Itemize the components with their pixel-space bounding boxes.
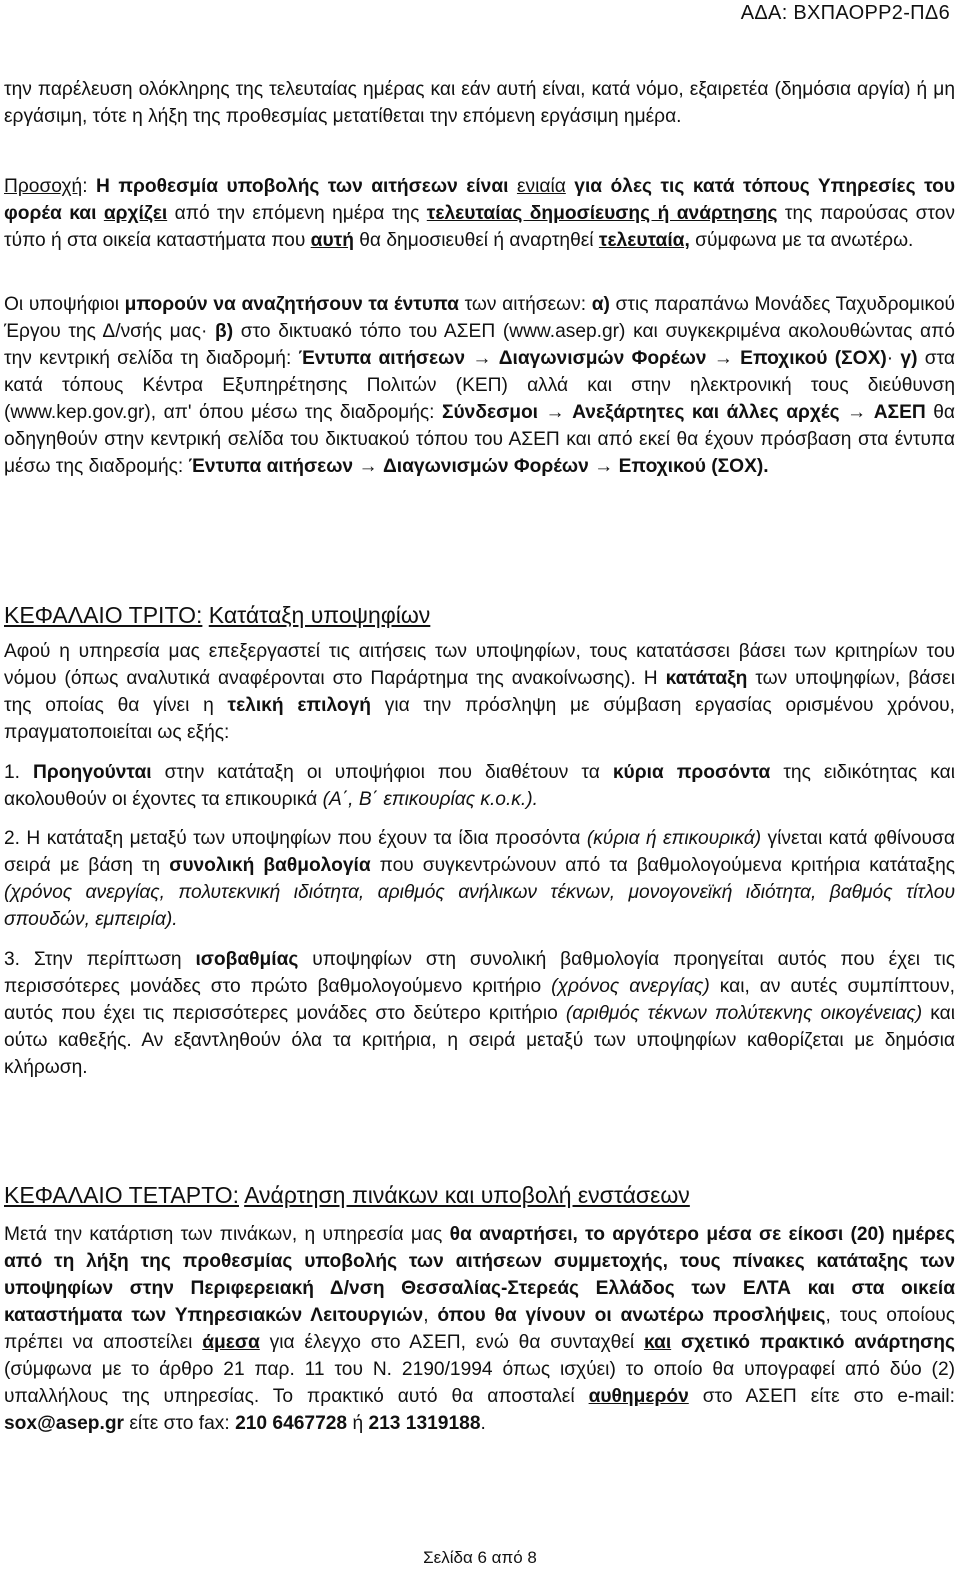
ranking-item-3: 3. Στην περίπτωση ισοβαθμίας υποψηφίων στη συνολική βαθμολογία προηγείται αυτός που έχει τις περισσότερες μονάδες στο πρώτο βαθμολογούμενο κριτήριο (χρόνος ανεργίας) και, αν αυτές συμπίπτουν, αυτός που έχει τις περισσότερες μονάδες στο δεύτερο κριτήριο (αριθμός τέκνων πολύτεκνης οικογένειας) και ούτω καθεξής. Αν εξαντληθούν όλα τα κριτήρια, η σειρά μεταξύ των υποψηφίων καθορίζεται με δημόσια κλήρωση. <box>4 949 955 1078</box>
arrow-right-icon: → <box>358 456 378 477</box>
chapter-three-heading: ΚΕΦΑΛΑΙΟ ΤΡΙΤΟ: Κατάταξη υποψηφίων <box>4 602 431 628</box>
ranking-item-1: 1. Προηγούνται στην κατάταξη οι υποψήφιοι που διαθέτουν τα κύρια προσόντα της ειδικότητας και ακολουθούν οι έχοντες τα επικουρικά (Α΄, Β΄ επικουρίας κ.ο.κ.). <box>4 762 956 810</box>
paragraph-ranking-intro: Αφού η υπηρεσία μας επεξεργαστεί τις αιτήσεις των υποψηφίων, τους κατατάσσει βάσει των κριτηρίων του νόμου (όπως αναλυτικά αναφέρονται στο Παράρτημα της ανακοίνωσης). Η κατάταξη των υποψηφίων, βάσει της οποίας θα γίνει η τελική επιλογή για την πρόσληψη με σύμβαση εργασίας ορισμένου χρόνου, πραγματοποιείται ως εξής: <box>4 641 955 743</box>
asep-email: sox@asep.gr <box>4 1413 125 1434</box>
paragraph-application-forms: Οι υποψήφιοι μπορούν να αναζητήσουν τα έντυπα των αιτήσεων: α) στις παραπάνω Μονάδες Ταχυδρομικού Έργου της Δ/νσής μας· β) στο δικτυακό τόπο του ΑΣΕΠ (www.asep.gr) και συγκεκριμένα ακολουθώντας από την κεντρική σελίδα τη διαδρομή: Έντυπα αιτήσεων → Διαγωνισμών Φορέων → Εποχικού (ΣΟΧ)· γ) στα κατά τόπους Κέντρα Εξυπηρέτησης Πολιτών (ΚΕΠ) αλλά και στην ηλεκτρονική τους διεύθυνση (www.kep.gov.gr), απ' όπου μέσω της διαδρομής: Σύνδεσμοι → Ανεξάρτητες και άλλες αρχές → ΑΣΕΠ θα οδηγηθούν στην κεντρική σελίδα του δικτυακού τόπου του ΑΣΕΠ και από εκεί θα έχουν πρόσβαση στα έντυπα μέσω της διαδρομής: Έντυπα αιτήσεων → Διαγωνισμών Φορέων → Εποχικού (ΣΟΧ). <box>4 294 956 477</box>
paragraph-tables-posting: Μετά την κατάρτιση των πινάκων, η υπηρεσία μας θα αναρτήσει, το αργότερο μέσα σε είκοσι (20) ημέρες από τη λήξη της προθεσμίας υποβολής των αιτήσεων συμμετοχής, τους πίνακες κατάταξης των υποψηφίων στην Περιφερειακή Δ/νση Θεσσαλίας-Στερεάς Ελλάδος των ΕΛΤΑ και στα οικεία καταστήματα των Υπηρεσιακών Λειτουργιών, όπου θα γίνουν οι ανωτέρω προσλήψεις, τους οποίους πρέπει να αποστείλει άμεσα για έλεγχο στο ΑΣΕΠ, ενώ θα συνταχθεί και σχετικό πρακτικό ανάρτησης (σύμφωνα με το άρθρο 21 παρ. 11 του Ν. 2190/1994 όπως ισχύει) το οποίο θα υπογραφεί από δύο (2) υπαλλήλους της υπηρεσίας. Το πρακτικό αυτό θα αποσταλεί αυθημερόν στο ΑΣΕΠ είτε στο e-mail: sox@asep.gr είτε στο fax: 210 6467728 ή 213 1319188. <box>4 1224 955 1434</box>
arrow-right-icon: → <box>545 402 565 423</box>
arrow-right-icon: → <box>472 348 492 369</box>
ranking-item-2: 2. Η κατάταξη μεταξύ των υποψηφίων που έχουν τα ίδια προσόντα (κύρια ή επικουρικά) γίνεται κατά φθίνουσα σειρά με βάση τη συνολική βαθμολογία που συγκεντρώνουν από τα βαθμολογούμενα κριτήρια κατάταξης (χρόνος ανεργίας, πολυτεκνική ιδιότητα, αριθμός ανήλικων τέκνων, μονογονεϊκή ιδιότητα, βαθμός τίτλου σπουδών, εμπειρία). <box>4 828 955 930</box>
paragraph-attention: Προσοχή: Η προθεσμία υποβολής των αιτήσεων είναι ενιαία για όλες τις κατά τόπους Υπηρεσίες του φορέα και αρχίζει από την επόμενη ημέρα της τελευταίας δημοσίευσης ή ανάρτησης της παρούσας στον τύπο ή στα οικεία καταστήματα που αυτή θα δημοσιευθεί ή αναρτηθεί τελευταία, σύμφωνα με τα ανωτέρω. <box>4 176 956 251</box>
asep-fax-1: 210 6467728 <box>235 1413 348 1434</box>
page-number: Σελίδα 6 από 8 <box>423 1548 537 1567</box>
asep-fax-2: 213 1319188 <box>368 1413 481 1434</box>
arrow-right-icon: → <box>847 402 867 423</box>
paragraph-deadline-continuation: την παρέλευση ολόκληρης της τελευταίας ημέρας και εάν αυτή είναι, κατά νόμο, εξαιρετέα (δημόσια αργία) ή μη εργάσιμη, τότε η λήξη της προθεσμίας μετατίθεται την επόμενη εργάσιμη ημέρα. <box>4 79 955 127</box>
chapter-four-heading: ΚΕΦΑΛΑΙΟ ΤΕΤΑΡΤΟ: Ανάρτηση πινάκων και υποβολή ενστάσεων <box>4 1182 690 1208</box>
arrow-right-icon: → <box>594 456 614 477</box>
arrow-right-icon: → <box>713 348 733 369</box>
document-ref-code: ΑΔΑ: ΒΧΠΑΟΡΡ2-ΠΔ6 <box>740 2 950 24</box>
